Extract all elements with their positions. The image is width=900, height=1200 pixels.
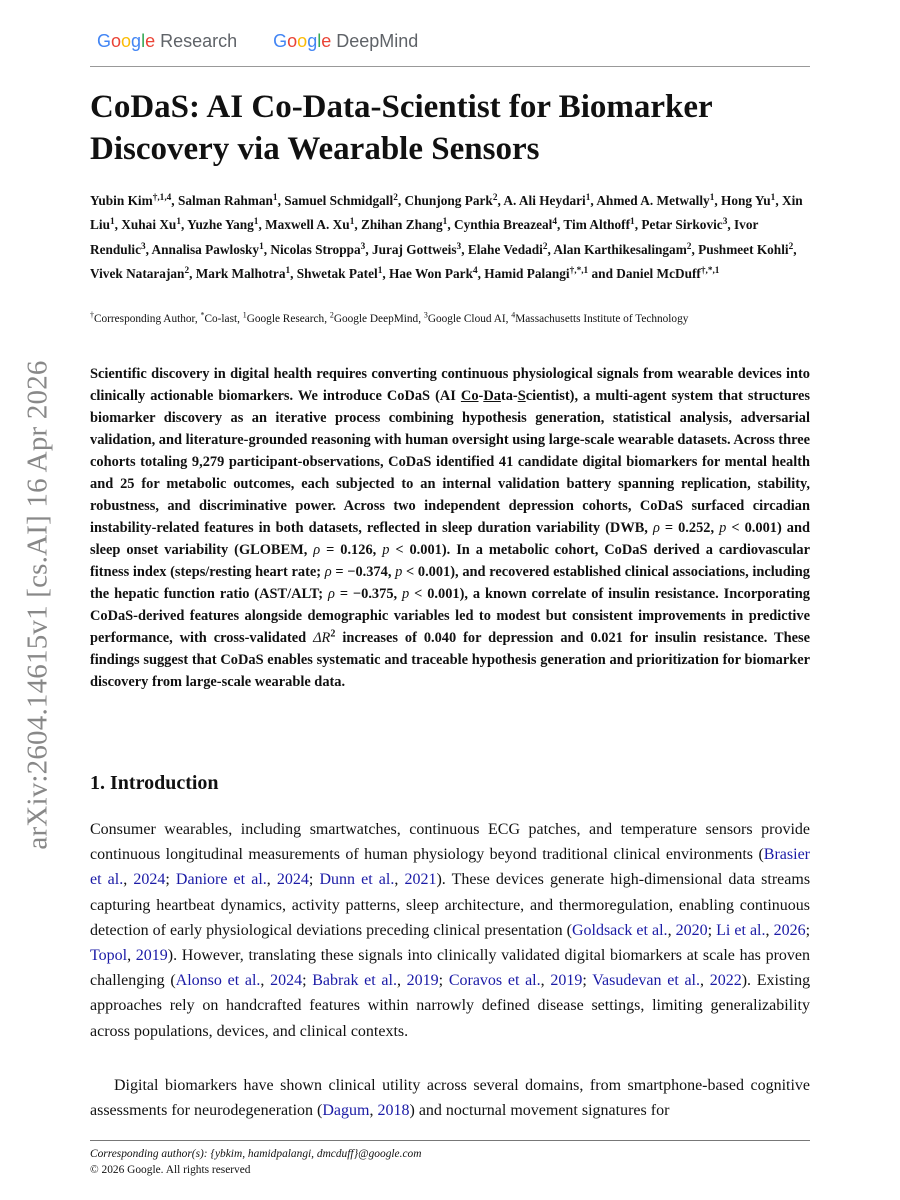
- logo1-o1: o: [111, 30, 122, 51]
- citation-link[interactable]: Brasier et al.: [90, 846, 810, 889]
- intro-paragraph-2: Digital biomarkers have shown clinical utility across several domains, from smartphone-based cognitive assessments for neurodegeneration (Dagum, 2018) and nocturnal movement signatures for: [90, 1077, 810, 1120]
- citation-link[interactable]: Daniore et al.: [175, 871, 267, 889]
- logo1-l: l: [141, 30, 146, 51]
- paper-title: CoDaS: AI Co-Data-Scientist for Biomarker Discovery via Wearable Sensors: [90, 89, 713, 167]
- google-research-logo: [97, 31, 237, 52]
- google-deepmind-logo: [273, 31, 418, 52]
- abstract: Scientific discovery in digital health requires converting continuous physiological signals from wearable devices into clinically actionable biomarkers. We introduce CoDaS (AI Co-Data-Scientist), a multi-agent system that structures biomarker discovery as an iterative process combining hypothesis generation, statistical analysis, adversarial validation, and literature-grounded reasoning with human oversight using large-scale wearable datasets. Across three cohorts totaling 9,279 participant-observations, CoDaS identified 41 candidate digital biomarkers for mental health and 25 for metabolic outcomes, each subjected to an internal validation battery spanning replication, stability, robustness, and discriminative power. Across two independent depression cohorts, CoDaS surfaced circadian instability-related features in both datasets, reflected in sleep duration variability (DWB, ρ = 0.252, p < 0.001) and sleep onset variability (GLOBEM, ρ = 0.126, p < 0.001). In a metabolic cohort, CoDaS derived a cardiovascular fitness index (steps/resting heart rate; ρ = −0.374, p < 0.001), and recovered established clinical associations, including the hepatic function ratio (AST/ALT; ρ = −0.375, p < 0.001), a known correlate of insulin resistance. Incorporating CoDaS-derived features alongside demographic variables led to modest but consistent improvements in predictive performance, with cross-validated $\Delta R^2$ increases of 0.040 for depression and 0.021 for insulin resistance. These findings suggest that CoDaS enables systematic and traceable hypothesis generation and prioritization for biomarker discovery from large-scale wearable data.: [90, 366, 811, 690]
- citation-link[interactable]: Vasudevan et al.: [592, 972, 701, 990]
- citation-link[interactable]: 2021: [404, 871, 437, 889]
- header-divider: [90, 66, 810, 67]
- citation-link[interactable]: 2019: [406, 972, 439, 990]
- logo2-e: e: [321, 30, 332, 51]
- logo1-e: e: [145, 30, 156, 51]
- citation-link[interactable]: 2026: [773, 921, 806, 939]
- author-list: Yubin Kim$^{\dagger,1,4}$, Salman Rahman$^1$, Samuel Schmidgall$^2$, Chunjong Park$^2$, A. Ali Heydari$^1$, Ahmed A. Metwally$^1$, Hong Yu$^1$, Xin Liu$^1$, Xuhai Xu$^1$, Yuzhe Yang$^1$, Maxwell A. Xu$^1$, Zhihan Zhang$^1$, Cynthia Breazeal$^4$, Tim Althoff$^1$, Petar Sirkovic$^3$, Ivor Rendulic$^3$, Annalisa Pawlosky$^1$, Nicolas Stroppa$^3$, Juraj Gottweis$^3$, Elahe Vedadi$^2$, Alan Karthikesalingam$^2$, Pushmeet Kohli$^2$, Vivek Natarajan$^2$, Mark Malhotra$^1$, Shwetak Patel$^1$, Hae Won Park$^4$, Hamid Palangi$^{\dagger,*,1}$ and Daniel McDuff$^{\dagger,*,1}$: [90, 192, 803, 281]
- logo1-g: G: [97, 30, 112, 51]
- logo2-l: l: [317, 30, 322, 51]
- citation-link[interactable]: Li et al.: [716, 921, 766, 939]
- citation-link[interactable]: Babrak et al.: [312, 972, 397, 990]
- footer-divider: [90, 1140, 810, 1141]
- footer-copyright: © 2026 Google. All rights reserved: [90, 1164, 251, 1176]
- citation-link[interactable]: Goldsack et al.: [571, 921, 668, 939]
- arxiv-stamp: arXiv:2604.14615v1 [cs.AI] 16 Apr 2026: [21, 360, 54, 850]
- citation-link[interactable]: Alonso et al.: [175, 972, 261, 990]
- logo1-g2: g: [131, 30, 142, 51]
- citation-link[interactable]: Dagum: [322, 1102, 370, 1120]
- citation-link[interactable]: Dunn et al.: [319, 871, 395, 889]
- logo2-g2: g: [307, 30, 318, 51]
- header-logos: [97, 28, 418, 54]
- citation-link[interactable]: 2024: [270, 972, 303, 990]
- logo2-g: G: [273, 30, 288, 51]
- citation-link[interactable]: 2024: [276, 871, 309, 889]
- logo2-o2: o: [297, 30, 308, 51]
- citation-link[interactable]: 2022: [709, 972, 742, 990]
- citation-link[interactable]: Coravos et al.: [448, 972, 541, 990]
- citation-link[interactable]: 2024: [133, 871, 166, 889]
- citation-link[interactable]: 2019: [550, 972, 583, 990]
- affiliations: †Corresponding Author, *Co-last, $^1$Google Research, $^2$Google DeepMind, $^3$Google Cloud AI, $^4$Massachusetts Institute of Technology: [90, 310, 689, 325]
- citation-link[interactable]: 2018: [377, 1102, 410, 1120]
- citation-link[interactable]: Topol: [90, 947, 128, 965]
- intro-paragraph-1: Consumer wearables, including smartwatches, continuous ECG patches, and temperature sensors provide continuous longitudinal measurements of human physiology beyond traditional clinical environments (Brasier et al., 2024; Daniore et al., 2024; Dunn et al., 2021). These devices generate high-dimensional data streams capturing heartbeat dynamics, activity patterns, sleep architecture, and thermoregulation, enabling continuous detection of early physiological deviations preceding clinical presentation (Goldsack et al., 2020; Li et al., 2026; Topol, 2019). However, translating these signals into clinically validated digital biomarkers at scale has proven challenging (Alonso et al., 2024; Babrak et al., 2019; Coravos et al., 2019; Vasudevan et al., 2022). Existing approaches rely on handcrafted features within narrowly defined disease settings, limiting generalizability across populations, devices, and clinical contexts.: [90, 821, 811, 1040]
- section-heading-introduction: 1. Introduction: [90, 772, 219, 794]
- logo1-word: Research: [160, 30, 238, 51]
- footer-corresponding: Corresponding author(s): {ybkim, hamidpalangi, dmcduff}@google.com: [90, 1148, 422, 1160]
- footer: [90, 1146, 810, 1178]
- citation-link[interactable]: 2019: [135, 947, 168, 965]
- logo2-word: DeepMind: [336, 30, 419, 51]
- citation-link[interactable]: 2020: [675, 921, 708, 939]
- logo2-o1: o: [287, 30, 298, 51]
- logo1-o2: o: [121, 30, 132, 51]
